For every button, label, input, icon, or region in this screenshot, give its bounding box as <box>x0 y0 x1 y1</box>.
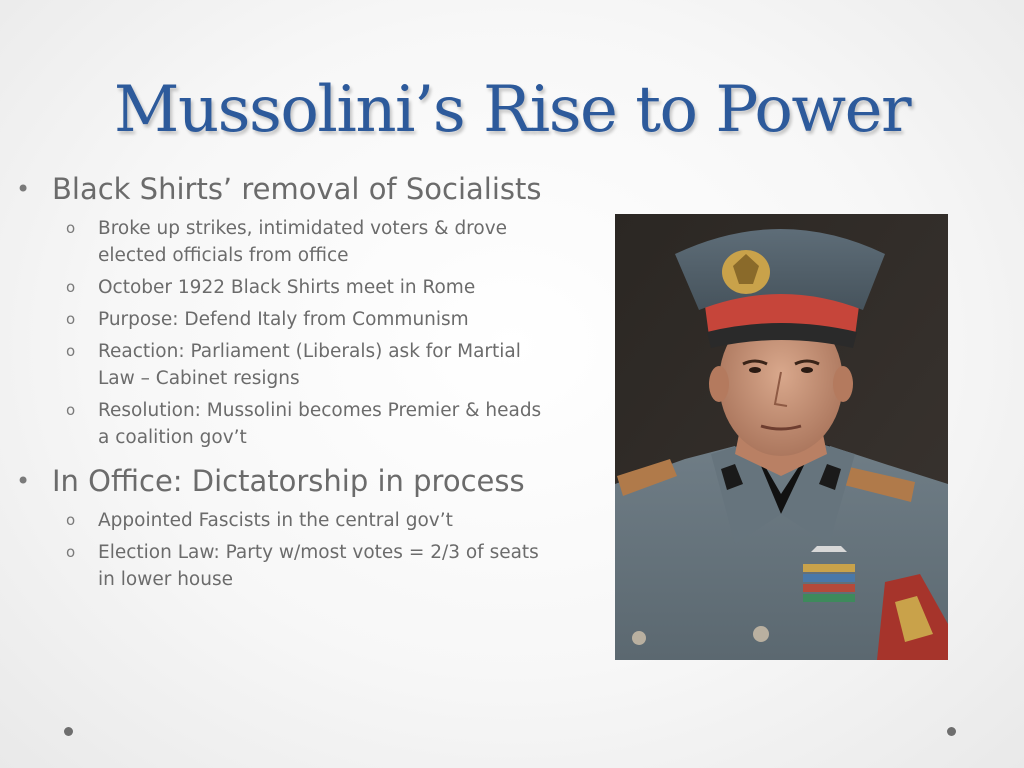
bullet-dot-icon: • <box>16 467 31 495</box>
sub-bullet-ring-icon: o <box>66 342 76 360</box>
bullet-text: Black Shirts’ removal of Socialists <box>52 172 542 206</box>
sub-bullet-text: Broke up strikes, intimidated voters & drove elected officials from office <box>98 218 508 266</box>
sub-bullet-ring-icon: o <box>66 219 76 237</box>
sub-bullet-list <box>16 215 556 451</box>
sub-bullet-item <box>16 338 556 392</box>
sub-bullet-item <box>16 306 556 333</box>
sub-bullet-item <box>16 397 556 451</box>
sub-bullet-ring-icon: o <box>66 310 76 328</box>
sub-bullet-text: Purpose: Defend Italy from Communism <box>98 309 469 330</box>
bullet-list <box>16 168 556 602</box>
sub-bullet-ring-icon: o <box>66 543 76 561</box>
sub-bullet-text: Election Law: Party w/most votes = 2/3 of seats in lower house <box>98 542 539 590</box>
slide-title: Mussolini’s Rise to Power <box>113 73 911 147</box>
sub-bullet-item <box>16 539 556 593</box>
bullet-item <box>16 460 556 502</box>
sub-bullet-ring-icon: o <box>66 278 76 296</box>
sub-bullet-ring-icon: o <box>66 511 76 529</box>
bullet-dot-icon: • <box>16 175 31 203</box>
corner-dot-icon <box>64 727 73 736</box>
bullet-item <box>16 168 556 210</box>
portrait-photo <box>615 214 948 660</box>
sub-bullet-text: October 1922 Black Shirts meet in Rome <box>98 277 476 298</box>
sub-bullet-text: Appointed Fascists in the central gov’t <box>98 510 453 531</box>
sub-bullet-ring-icon: o <box>66 401 76 419</box>
sub-bullet-item <box>16 507 556 534</box>
sub-bullet-list <box>16 507 556 593</box>
bullet-text: In Office: Dictatorship in process <box>52 464 525 498</box>
sub-bullet-text: Reaction: Parliament (Liberals) ask for Martial Law – Cabinet resigns <box>98 341 521 389</box>
sub-bullet-item <box>16 215 556 269</box>
sub-bullet-text: Resolution: Mussolini becomes Premier & heads a coalition gov’t <box>98 400 542 448</box>
corner-dot-icon <box>947 727 956 736</box>
portrait-illustration <box>615 214 948 660</box>
sub-bullet-item <box>16 274 556 301</box>
